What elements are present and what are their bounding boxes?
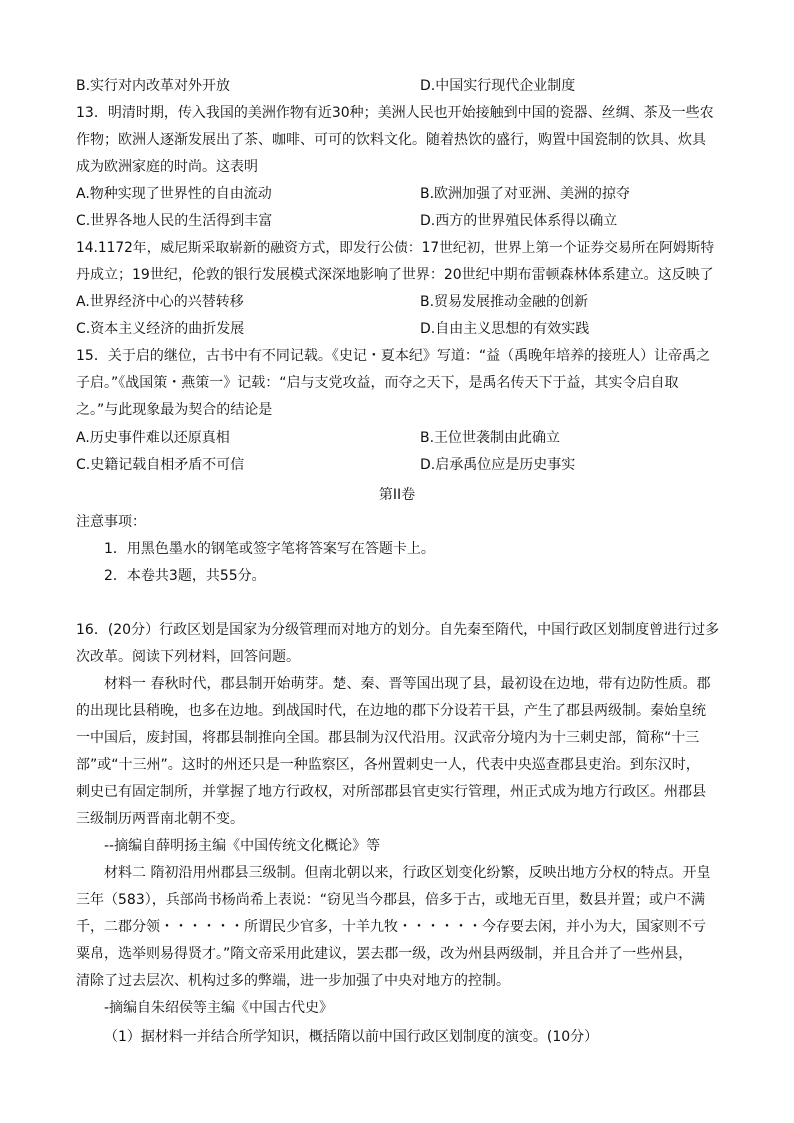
q15-stem-line2: 子启。”《战国策・燕策一》记载：“启与支党攻益，而夺之天下，是禹名传天下于益，其实令启自取 (76, 375, 679, 391)
q15-option-c: C.史籍记载自相矛盾不可信 (76, 457, 245, 473)
option-d-prev: D.中国实行现代企业制度 (420, 78, 576, 94)
q15-option-d: D.启承禹位应是历史事实 (420, 457, 576, 473)
q13-option-d: D.西方的世界殖民体系得以确立 (420, 213, 618, 229)
q13-stem-line1: 13．明清时期，传入我国的美洲作物有近30种；美洲人民也开始接触到中国的瓷器、丝绸、茶及一些农 (76, 105, 714, 121)
q13-option-a: A.物种实现了世界性的自由流动 (76, 186, 272, 202)
material2-line3: 千，二郡分领・・・・・・所谓民少官多，十羊九牧・・・・・・今存要去闲，并小为大，国家则不亏 (76, 919, 706, 935)
q16-subquestion-1: （1）据材料一并结合所学知识，概括隋以前中国行政区划制度的演变。(10分） (104, 1029, 599, 1045)
q13-option-c: C.世界各地人民的生活得到丰富 (76, 213, 273, 229)
notice-item-1: 1．用黑色墨水的钢笔或签字笔将答案写在答题卡上。 (104, 541, 435, 557)
material1-source: --摘编自薛明扬主编《中国传统文化概论》等 (104, 838, 381, 854)
q14-stem-line1: 14.1172年，威尼斯采取崭新的融资方式，即发行公债：17世纪初，世界上第一个证券交易所在阿姆斯特 (76, 240, 715, 256)
material1-line1: 材料一 春秋时代，郡县制开始萌芽。楚、秦、晋等国出现了县，最初设在边地，带有边防性质。郡 (104, 676, 711, 692)
q14-option-a: A.世界经济中心的兴替转移 (76, 294, 244, 310)
q14-option-b: B.贸易发展推动金融的创新 (420, 294, 589, 310)
q14-stem-line2: 丹成立；19世纪，伦敦的银行发展模式深深地影响了世界：20世纪中期布雷顿森林体系建立。这反映了 (76, 267, 714, 283)
material1-line4: 部”或“十三州”。这时的州还只是一种监察区，各州置刺史一人，代表中央巡查郡县吏治。到东汉时， (76, 757, 700, 773)
q16-stem-line1: 16．(20分）行政区划是国家为分级管理而对地方的划分。自先秦至隋代，中国行政区划制度曾进行过多 (76, 622, 720, 638)
q15-option-a: A.历史事件难以还原真相 (76, 430, 230, 446)
material2-line1: 材料二 隋初沿用州郡县三级制。但南北朝以来，行政区划变化纷繁，反映出地方分权的特点。开皇 (104, 865, 711, 881)
q15-stem-line3: 之。”与此现象最为契合的结论是 (76, 402, 273, 418)
material1-line6: 三级制历两晋南北朝不变。 (76, 811, 244, 827)
option-b-prev: B.实行对内改革对外开放 (76, 78, 231, 94)
part2-title: 第II卷 (378, 487, 416, 503)
q15-option-b: B.王位世袭制由此确立 (420, 430, 561, 446)
material1-line5: 刺史已有固定制所，并掌握了地方行政权，对所部郡县官吏实行管理，州正式成为地方行政区。州郡县 (76, 784, 706, 800)
q14-option-d: D.自由主义思想的有效实践 (420, 321, 590, 337)
q14-option-c: C.资本主义经济的曲折发展 (76, 321, 245, 337)
material2-line4: 粟帛，选举则易得贤才。”隋文帝采用此建议，罢去郡一级，改为州县两级制，并且合并了一些州县， (76, 946, 693, 962)
material2-source: -摘编自朱绍侯等主编《中国古代史》 (104, 1000, 334, 1016)
material1-line2: 的出现比县稍晚，也多在边地。到战国时代，在边地的郡下分设若干县，产生了郡县两级制。秦始皇统 (76, 703, 706, 719)
material2-line2: 三年（583），兵部尚书杨尚希上表说：“窃见当今郡县，倍多于古，或地无百里，数县并置；或户不满 (76, 892, 705, 908)
q13-stem-line2: 作物；欧洲人逐渐发展出了茶、咖啡、可可的饮料文化。随着热饮的盛行，购置中国瓷制的饮具、炊具 (76, 132, 706, 148)
q15-stem-line1: 15．关于启的继位，古书中有不同记载。《史记・夏本纪》写道：“益（禹晚年培养的接班人）让帝禹之 (76, 348, 711, 364)
notice-item-2: 2．本卷共3题，共55分。 (104, 568, 266, 584)
q13-stem-line3: 成为欧洲家庭的时尚。这表明 (76, 159, 258, 175)
material2-line5: 清除了过去层次、机构过多的弊端，进一步加强了中央对地方的控制。 (76, 973, 510, 989)
notice-heading: 注意事项： (76, 514, 146, 530)
q13-option-b: B.欧洲加强了对亚洲、美洲的掠夺 (420, 186, 631, 202)
material1-line3: 一中国后，废封国，将郡县制推向全国。郡县制为汉代沿用。汉武帝分境内为十三刺史部，简称“十三 (76, 730, 700, 746)
q16-stem-line2: 次改革。阅读下列材料，回答问题。 (76, 649, 300, 665)
